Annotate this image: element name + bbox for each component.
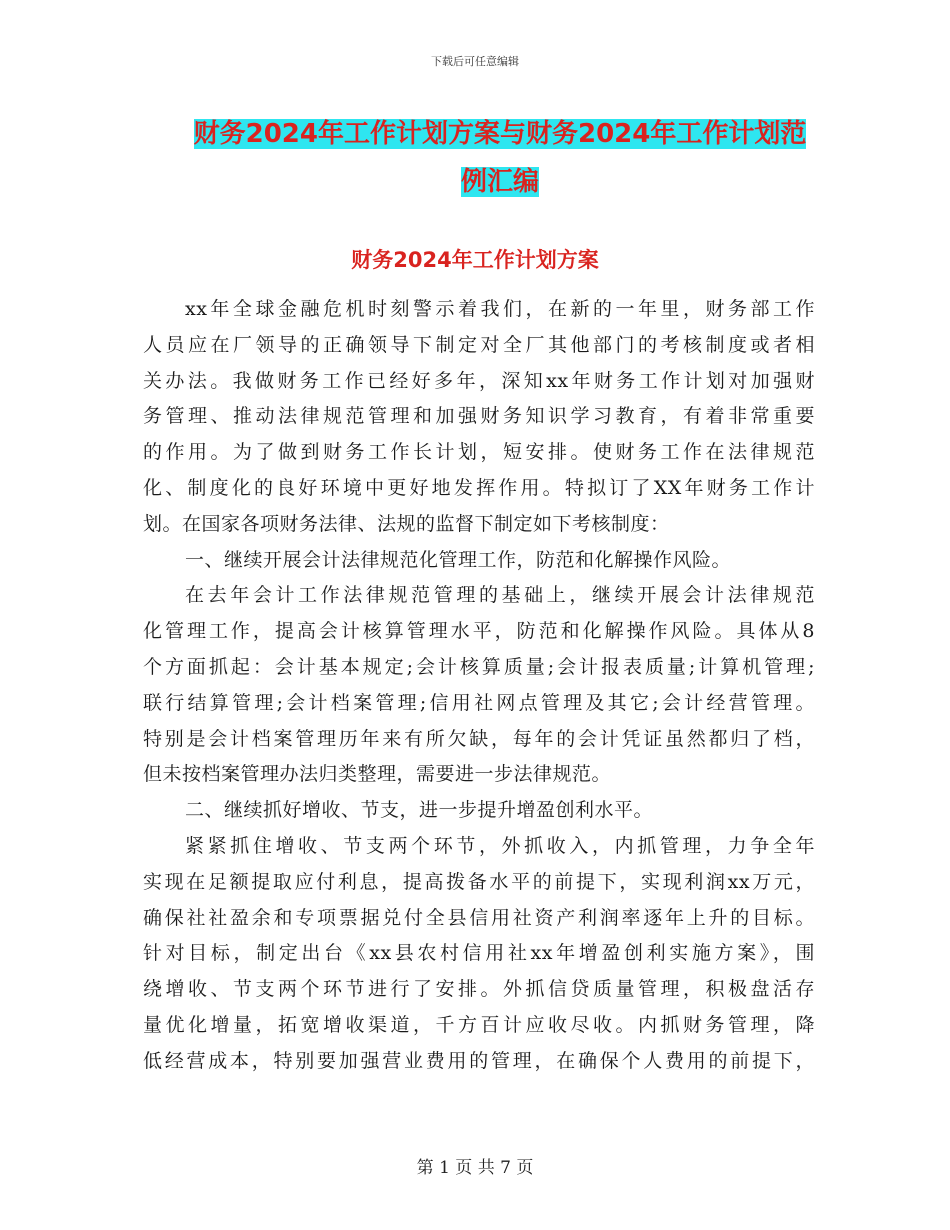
text-line: 紧紧抓住增收、节支两个环节，外抓收入，内抓管理，力争全年: [185, 834, 815, 857]
text-line: xx年全球金融危机时刻警示着我们，在新的一年里，财务部工作: [185, 298, 815, 320]
text-line: 联行结算管理;会计档案管理;信用社网点管理及其它;会计经营管理。: [143, 691, 815, 714]
text-line: 化管理工作，提高会计核算管理水平，防范和化解操作风险。具体从8: [143, 620, 815, 643]
text-line: 确保社社盈余和专项票据兑付全县信用社资产利润率逐年上升的目标。: [143, 906, 815, 929]
document-title: [150, 110, 850, 206]
text-line: 关办法。我做财务工作已经好多年，深知xx年财务工作计划对加强财: [143, 369, 815, 392]
text-line: 低经营成本，特别要加强营业费用的管理，在确保个人费用的前提下，: [143, 1049, 815, 1072]
body-text: [143, 292, 815, 1080]
section-heading-1: 一、继续开展会计法律规范化管理工作，防范和化解操作风险。: [185, 548, 732, 571]
text-line: 的作用。为了做到财务工作长计划，短安排。使财务工作在法律规范: [143, 441, 815, 464]
text-line: 绕增收、节支两个环节进行了安排。外抓信贷质量管理，积极盘活存: [143, 978, 815, 1001]
header-note: 下载后可任意编辑: [431, 55, 519, 68]
document-title-line-2: 例汇编: [460, 167, 539, 197]
section-heading-2: 二、继续抓好增收、节支，进一步提升增盈创利水平。: [185, 799, 654, 822]
text-line: 务管理、推动法律规范管理和加强财务知识学习教育，有着非常重要: [143, 405, 815, 428]
text-line: 划。在国家各项财务法律、法规的监督下制定如下考核制度：: [143, 512, 670, 535]
text-line: 量优化增量，拓宽增收渠道，千方百计应收尽收。内抓财务管理，降: [143, 1013, 815, 1036]
text-line: 实现在足额提取应付利息，提高拨备水平的前提下，实现利润xx万元，: [143, 870, 815, 893]
text-line: 针对目标，制定出台《xx县农村信用社xx年增盈创利实施方案》，围: [143, 942, 815, 965]
text-line: 但未按档案管理办法归类整理，需要进一步法律规范。: [143, 763, 612, 786]
text-line: 个方面抓起：会计基本规定;会计核算质量;会计报表质量;计算机管理;: [143, 655, 815, 678]
text-line: 特别是会计档案管理历年来有所欠缺，每年的会计凭证虽然都归了档，: [143, 727, 815, 750]
document-title-line-1: 财务2024年工作计划方案与财务2024年工作计划范: [193, 119, 807, 149]
text-line: 在去年会计工作法律规范管理的基础上，继续开展会计法律规范: [185, 584, 815, 607]
page-number: 第 1 页 共 7 页: [416, 1158, 534, 1178]
text-line: 化、制度化的良好环境中更好地发挥作用。特拟订了XX年财务工作计: [143, 476, 815, 499]
section-title: 财务2024年工作计划方案: [351, 248, 599, 272]
text-line: 人员应在厂领导的正确领导下制定对全厂其他部门的考核制度或者相: [143, 333, 815, 356]
